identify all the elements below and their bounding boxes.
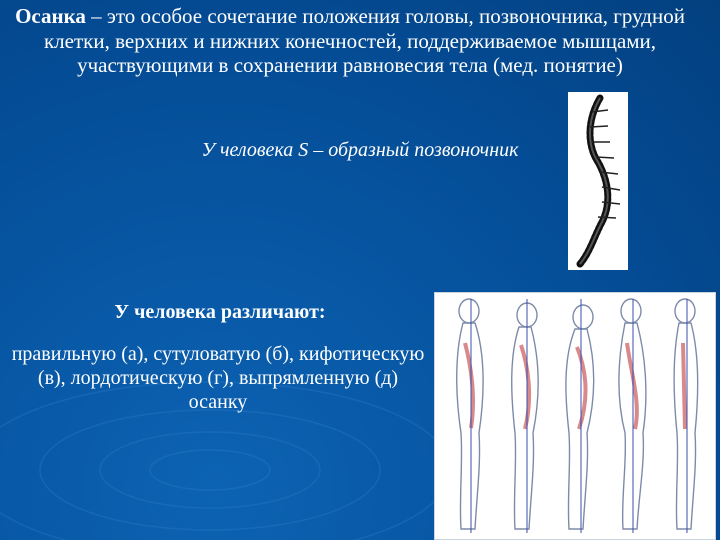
spine-illustration: [568, 92, 628, 270]
posture-definition: [10, 4, 690, 78]
posture-types-text: правильную (а), сутуловатую (б), кифотическую (в), лордотическую (г), выпрямленную (д) осанку: [11, 343, 425, 413]
definition-text: – это особое сочетание положения головы, позвоночника, грудной клетки, верхних и нижних конечностей, поддерживаемое мышцами, участвующими в сохранении равновесия тела (мед. понятие): [43, 4, 685, 77]
definition-term: Осанка: [15, 4, 86, 28]
distinguish-heading: У человека различают:: [114, 301, 326, 323]
s-spine-caption: У человека S – образный позвоночник: [201, 139, 519, 161]
posture-figures-illustration: [434, 292, 716, 540]
